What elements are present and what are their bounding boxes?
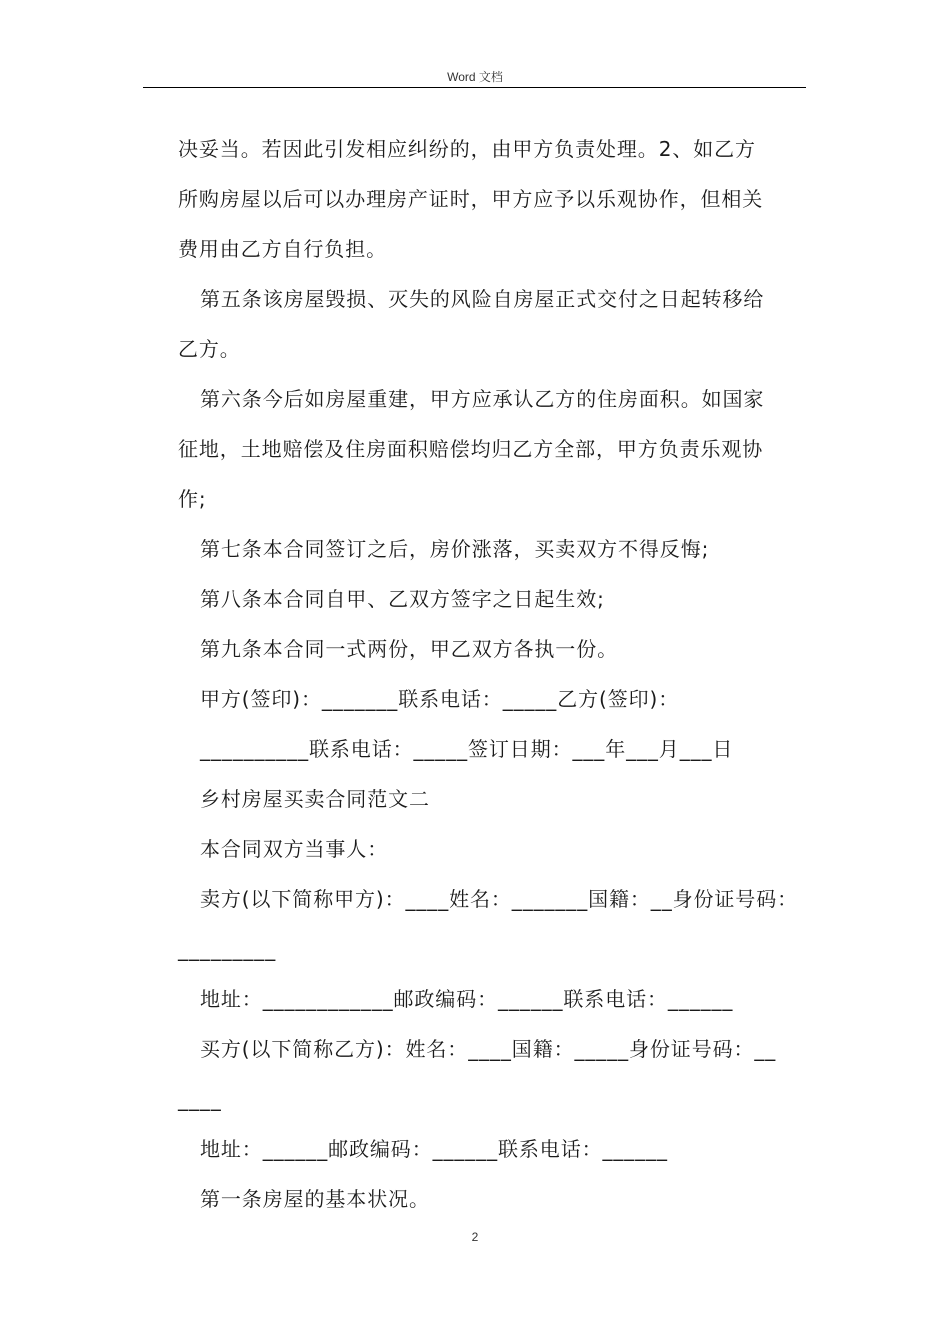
text-line: _________ [178,937,277,961]
text-line: 地址：______邮政编码：______联系电话：______ [200,1137,668,1161]
text-line: 第七条本合同签订之后，房价涨落，买卖双方不得反悔; [200,537,710,561]
section-heading: 乡村房屋买卖合同范文二 [200,787,430,811]
text-line: 所购房屋以后可以办理房产证时，甲方应予以乐观协作，但相关 [178,187,764,211]
text-line: 作; [178,487,207,511]
text-line: 本合同双方当事人： [200,837,389,861]
text-line: __________联系电话：_____签订日期：___年___月___日 [200,737,734,761]
text-line: 乙方。 [178,337,241,361]
text-line: 征地，土地赔偿及住房面积赔偿均归乙方全部，甲方负责乐观协 [178,437,764,461]
text-line: 费用由乙方自行负担。 [178,237,387,261]
header-divider [143,87,806,88]
text-line: ____ [178,1087,222,1111]
text-line: 第九条本合同一式两份，甲乙双方各执一份。 [200,637,618,661]
text-line: 第八条本合同自甲、乙双方签字之日起生效; [200,587,605,611]
text-line: 买方(以下简称乙方)：姓名：____国籍：_____身份证号码：__ [200,1037,777,1061]
text-line: 第六条今后如房屋重建，甲方应承认乙方的住房面积。如国家 [200,387,765,411]
text-line: 甲方(签印)：_______联系电话：_____乙方(签印)： [200,687,680,711]
page-header-title: Word 文档 [447,70,503,84]
page-number: 2 [471,1230,479,1244]
text-line: 卖方(以下简称甲方)：____姓名：_______国籍：__身份证号码： [200,887,799,911]
text-line: 决妥当。若因此引发相应纠纷的，由甲方负责处理。2、如乙方 [178,137,756,161]
text-line: 地址：____________邮政编码：______联系电话：______ [200,987,734,1011]
text-line: 第一条房屋的基本状况。 [200,1187,430,1211]
text-line: 第五条该房屋毁损、灭失的风险自房屋正式交付之日起转移给 [200,287,765,311]
